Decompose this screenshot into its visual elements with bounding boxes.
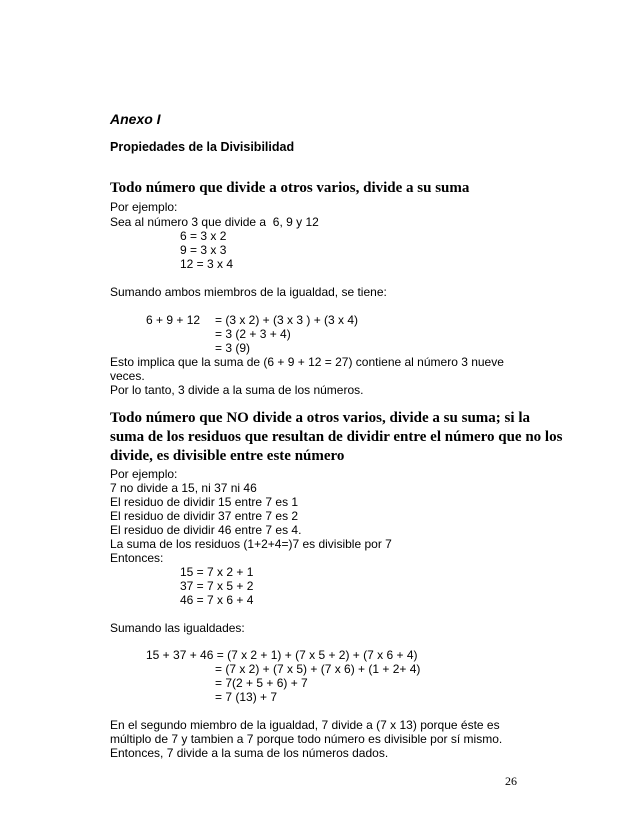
- text-line: Sumando las igualdades:: [110, 621, 245, 635]
- equation-line: = 3 (9): [215, 341, 251, 355]
- text-line: múltiplo de 7 y tambien a 7 porque todo número es divisible por sí mismo.: [110, 732, 503, 746]
- property-1-heading: Todo número que divide a otros varios, divide a su suma: [110, 180, 470, 196]
- property-2-heading-line: suma de los residuos que resultan de dividir entre el número que no los: [110, 429, 563, 445]
- text-line: El residuo de dividir 37 entre 7 es 2: [110, 509, 299, 523]
- equation-line: = 7 (13) + 7: [215, 690, 278, 704]
- text-line: Entonces, 7 divide a la suma de los números dados.: [110, 746, 389, 760]
- equation-line: = 3 (2 + 3 + 4): [215, 327, 291, 341]
- text-line: Por lo tanto, 3 divide a la suma de los números.: [110, 383, 364, 397]
- text-line: Esto implica que la suma de (6 + 9 + 12 = 27) contiene al número 3 nueve: [110, 355, 504, 369]
- text-line: veces.: [110, 369, 145, 383]
- text-line: Sea al número 3 que divide a 6, 9 y 12: [110, 215, 319, 229]
- section-title: Propiedades de la Divisibilidad: [110, 140, 295, 154]
- text-line: Por ejemplo:: [110, 200, 178, 214]
- property-2-heading-line: divide, es divisible entre este número: [110, 448, 345, 464]
- text-line: En el segundo miembro de la igualdad, 7 divide a (7 x 13) porque éste es: [110, 718, 500, 732]
- equation-line: = 7(2 + 5 + 6) + 7: [215, 676, 308, 690]
- equation-line: 12 = 3 x 4: [180, 257, 234, 271]
- text-line: El residuo de dividir 15 entre 7 es 1: [110, 495, 299, 509]
- equation-line: 15 = 7 x 2 + 1: [180, 565, 254, 579]
- text-line: 7 no divide a 15, ni 37 ni 46: [110, 481, 257, 495]
- equation-line: 6 = 3 x 2: [180, 229, 227, 243]
- equation-left-side: 6 + 9 + 12: [146, 313, 201, 327]
- text-line: Sumando ambos miembros de la igualdad, se tiene:: [110, 285, 387, 299]
- equation-line: = (7 x 2) + (7 x 5) + (7 x 6) + (1 + 2+ 4): [215, 662, 421, 676]
- text-line: Por ejemplo:: [110, 467, 178, 481]
- equation-line: 46 = 7 x 6 + 4: [180, 593, 254, 607]
- equation-line: 15 + 37 + 46 = (7 x 2 + 1) + (7 x 5 + 2) + (7 x 6 + 4): [146, 648, 418, 662]
- property-2-heading-line: Todo número que NO divide a otros varios, divide a su suma; si la: [110, 410, 530, 426]
- equation-line: = (3 x 2) + (3 x 3 ) + (3 x 4): [215, 313, 359, 327]
- text-line: Entonces:: [110, 551, 164, 565]
- equation-line: 9 = 3 x 3: [180, 243, 227, 257]
- text-line: El residuo de dividir 46 entre 7 es 4.: [110, 523, 302, 537]
- equation-line: 37 = 7 x 5 + 2: [180, 579, 254, 593]
- annex-title: Anexo I: [110, 111, 161, 127]
- page-number: 26: [505, 774, 517, 788]
- text-line: La suma de los residuos (1+2+4=)7 es divisible por 7: [110, 537, 392, 551]
